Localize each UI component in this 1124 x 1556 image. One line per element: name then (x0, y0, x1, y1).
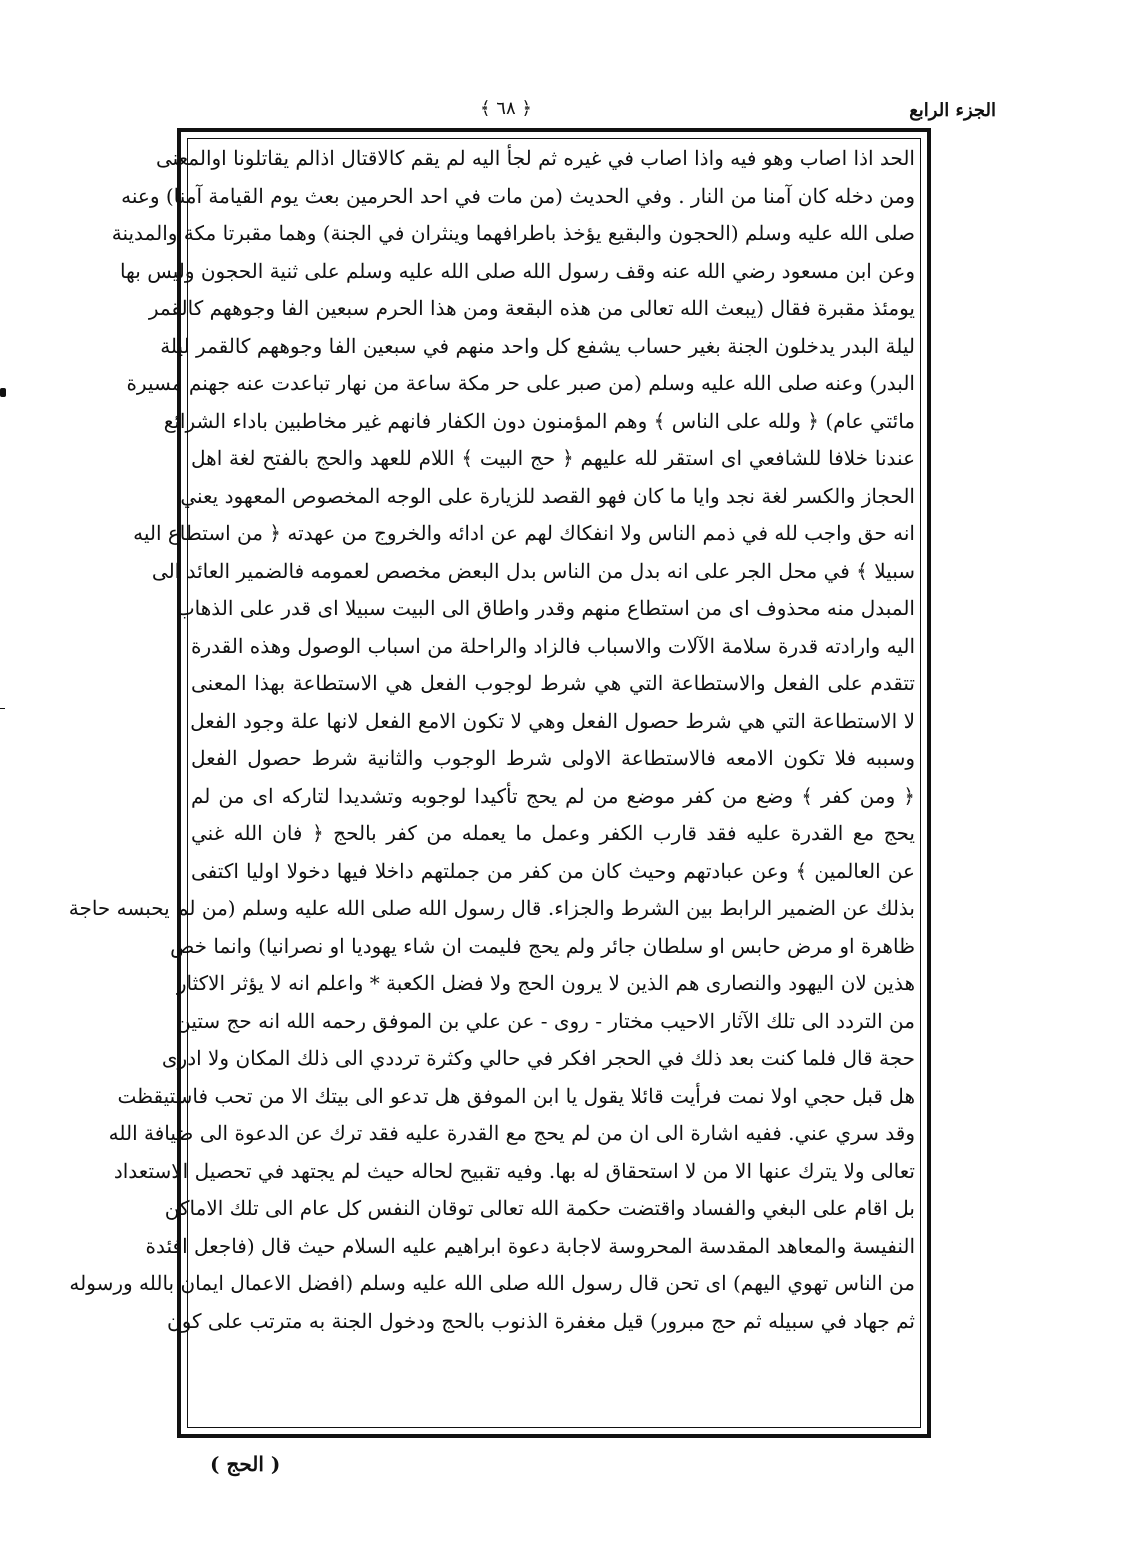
text-line: وسببه فلا تكون الامعه فالاستطاعة الاولى شرط الوجوب والثانية شرط حصول الفعل (191, 746, 915, 770)
text-line: ﴿ ومن كفر ﴾ وضع من كفر موضع من لم يحج تأكيدا لوجوبه وتشديدا لتاركه اى من لم (191, 783, 916, 808)
text-line: وقد سري عني. ففيه اشارة الى ان من لم يحج مع القدرة عليه فقد ترك عن الدعوة الى ضيافة الله (108, 1121, 915, 1145)
text-line: الحجاز والكسر لغة نجد وايا ما كان فهو القصد للزيارة على الوجه المخصوص المعهود يعني (180, 483, 915, 508)
scan-speck (0, 708, 5, 709)
text-line: بل اقام على البغي والفساد واقتضت حكمة الله تعالى توقان النفس كل عام الى تلك الاماكن (164, 1196, 915, 1220)
body-text (68, 140, 916, 1340)
text-line: ومن دخله كان آمنا من النار . وفي الحديث (من مات في احد الحرمين بعث يوم القيامة آمنا) وعنه (121, 183, 915, 208)
text-frame (68, 128, 931, 1438)
text-line: النفيسة والمعاهد المقدسة المحروسة لاجابة دعوة ابراهيم عليه السلام حيث قال (فاجعل افئدة (145, 1233, 915, 1258)
text-line: تتقدم على الفعل والاستطاعة التي هي شرط لوجوب الفعل هي الاستطاعة بهذا المعنى (191, 671, 915, 695)
page-number: ﴿ ٦٨ ﴾ (480, 98, 532, 119)
scan-speck (0, 388, 6, 397)
text-line: ظاهرة او مرض حابس او سلطان جائر ولم يحج فليمت ان شاء يهوديا او نصرانيا) وانما خص (170, 933, 915, 958)
text-line: وعن ابن مسعود رضي الله عنه وقف رسول الله صلى الله عليه وسلم على ثنية الحجون وليس بها (119, 258, 915, 283)
text-line: انه حق واجب لله في ذمم الناس ولا انفكاك لهم عن ادائه والخروج من عهدته ﴿ من استطاع اليه (133, 521, 915, 545)
text-line: هذين لان اليهود والنصارى هم الذين لا يرون الحج ولا فضل الكعبة * واعلم انه لا يؤثر الاكثار (176, 971, 915, 995)
text-line: من التردد الى تلك الآثار الاحيب مختار - روى - عن علي بن الموفق رحمه الله انه حج ستين (176, 1008, 915, 1033)
text-line: عن العالمين ﴾ وعن عبادتهم وحيث كان من كفر من جملتهم داخلا فيها دخولا اوليا اكتفى (191, 858, 915, 883)
text-line: البدر) وعنه صلى الله عليه وسلم (من صبر على حر مكة ساعة من نهار تباعدت عنه جهنم مسيرة (126, 371, 915, 395)
text-line: المبدل منه محذوف اى من استطاع منهم وقدر واطاق الى البيت سبيلا اى قدر على الذهاب (175, 596, 915, 620)
text-line: يحج مع القدرة عليه فقد قارب الكفر وعمل ما يعمله من كفر بالحج ﴿ فان الله غني (191, 821, 915, 845)
text-line: بذلك عن الضمير الرابط بين الشرط والجزاء. قال رسول الله صلى الله عليه وسلم (من لم يحبسه حاجة (68, 896, 915, 920)
running-head-volume: الجزء الرابع (909, 100, 996, 121)
text-line: تعالى ولا يترك عنها الا من لا استحقاق له بها. وفيه تقبيح لحاله حيث لم يجتهد في تحصيل الاستعداد (113, 1158, 915, 1183)
page-header (0, 96, 1124, 128)
text-line: اليه وارادته قدرة سلامة الآلات والاسباب فالزاد والراحلة من اسباب الوصول وهذه القدرة (191, 633, 915, 658)
text-line: مائتي عام) ﴿ ولله على الناس ﴾ وهم المؤمنون دون الكفار فانهم غير مخاطبين باداء الشرائع (163, 408, 915, 433)
text-line: عندنا خلافا للشافعي اى استقر لله عليهم ﴿ حج البيت ﴾ اللام للعهد والحج بالفتح لغة اهل (191, 446, 915, 470)
text-line: صلى الله عليه وسلم (الحجون والبقيع يؤخذ باطرافهما وينثران في الجنة) وهما مقبرتا مكة والمدينة (111, 221, 915, 245)
text-line: ثم جهاد في سبيله ثم حج مبرور) قيل مغفرة الذنوب بالحج ودخول الجنة به مترتب على كون (167, 1308, 915, 1333)
text-line: ليلة البدر يدخلون الجنة بغير حساب يشفع كل واحد منهم في سبعين الفا وجوههم كالقمر ليلة (160, 333, 915, 358)
text-line: من الناس تهوي اليهم) اى تحن قال رسول الله صلى الله عليه وسلم (افضل الاعمال ايمان بالله ورسوله (69, 1271, 915, 1295)
text-line: يومئذ مقبرة فقال (يبعث الله تعالى من هذه البقعة ومن هذا الحرم سبعين الفا وجوههم كالقمر (148, 296, 915, 320)
text-line: الحد اذا اصاب وهو فيه واذا اصاب في غيره ثم لجأ اليه لم يقم كالاقتال اذالم يقاتلونا اوالمعنى (155, 146, 915, 170)
catchword: ( الحج ) (210, 1452, 281, 1476)
text-line: هل قبل حجي اولا نمت فرأيت قائلا يقول يا ابن الموفق هل تدعو الى بيتك الا من تحب فاستيقظت (117, 1083, 915, 1108)
text-line: لا الاستطاعة التي هي شرط حصول الفعل وهي لا تكون الامع الفعل لانها علة وجود الفعل (190, 708, 915, 733)
text-line: حجة قال فلما كنت بعد ذلك في الحجر افكر في حالي وكثرة ترددي الى ذلك المكان ولا ادرى (161, 1046, 915, 1070)
text-line: سبيلا ﴾ في محل الجر على انه بدل من الناس بدل البعض مخصص لعمومه فالضمير العائد الى (151, 558, 915, 583)
